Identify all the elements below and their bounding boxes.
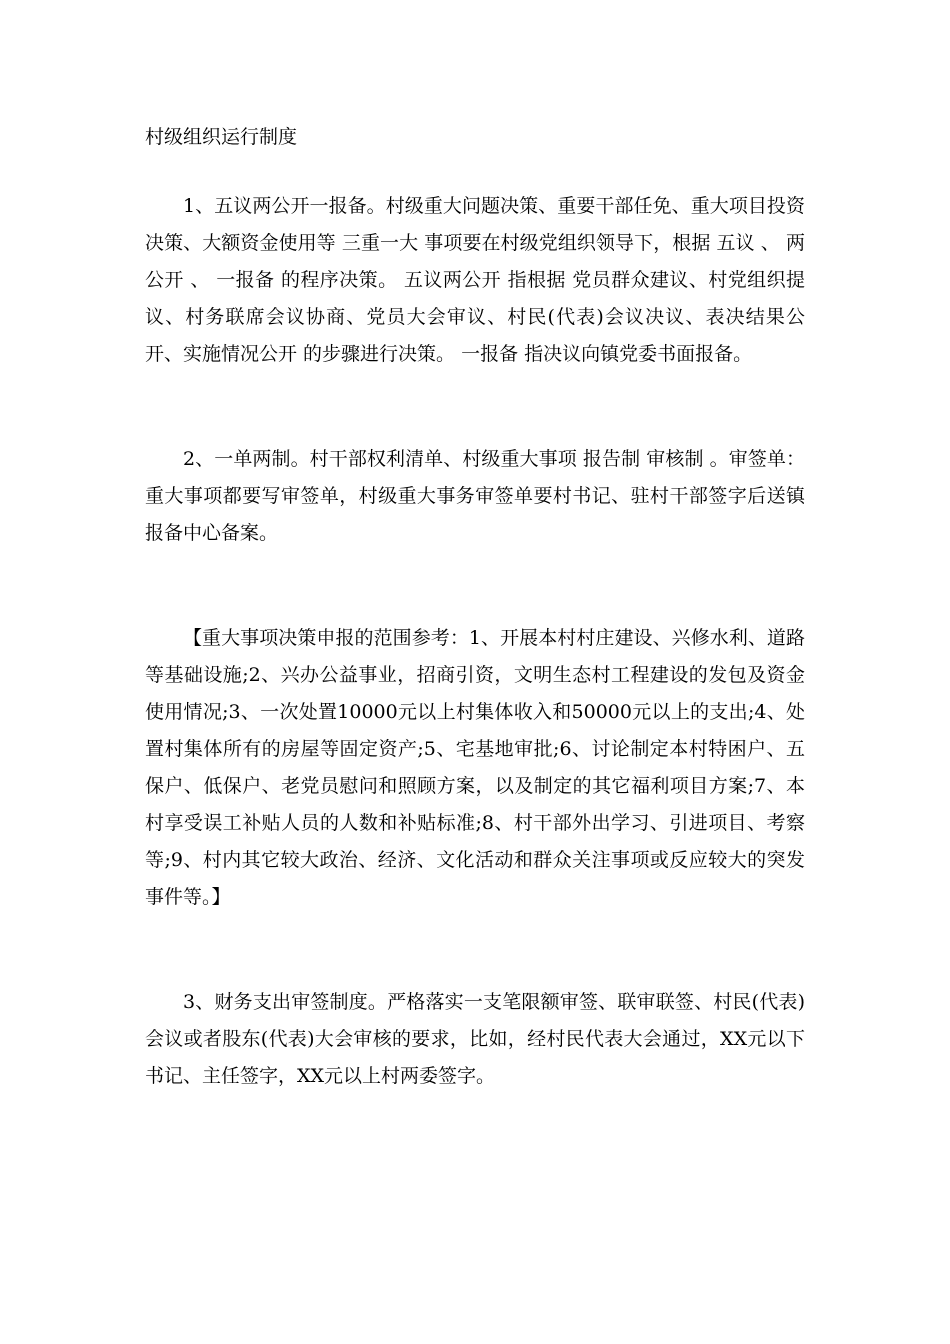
paragraph-financial-approval: 3、财务支出审签制度。严格落实一支笔限额审签、联审联签、村民(代表)会议或者股东(代表)大会审核的要求，比如，经村民代表大会通过，XX元以下书记、主任签字，XX元以上村两委签字。 (145, 991, 805, 1087)
paragraph-one-list-two-systems: 2、一单两制。村干部权利清单、村级重大事项 报告制 审核制 。审签单：重大事项都要写审签单，村级重大事务审签单要村书记、驻村干部签字后送镇报备中心备案。 (145, 448, 805, 544)
paragraph-major-matters-scope: 【重大事项决策申报的范围参考：1、开展本村村庄建设、兴修水利、道路等基础设施;2、兴办公益事业，招商引资，文明生态村工程建设的发包及资金使用情况;3、一次处置10000元以上村集体收入和50000元以上的支出;4、处置村集体所有的房屋等固定资产;5、宅基地审批;6、讨论制定本村特困户、五保户、低保户、老党员慰问和照顾方案，以及制定的其它福利项目方案;7、本村享受误工补贴人员的人数和补贴标准;8、村干部外出学习、引进项目、考察等;9、村内其它较大政治、经济、文化活动和群众关注事项或反应较大的突发事件等。】 (145, 627, 805, 908)
paragraph-five-discussions: 1、五议两公开一报备。村级重大问题决策、重要干部任免、重大项目投资决策、大额资金使用等 三重一大 事项要在村级党组织领导下，根据 五议 、 两公开 、 一报备 的程序决策。 五议两公开 指根据 党员群众建议、村党组织提议、村务联席会议协商、党员大会审议、村民(代表)会议决议、表决结果公开、实施情况公开 的步骤进行决策。 一报备 指决议向镇党委书面报备。 (145, 195, 805, 365)
document-title: 村级组织运行制度 (145, 126, 298, 148)
